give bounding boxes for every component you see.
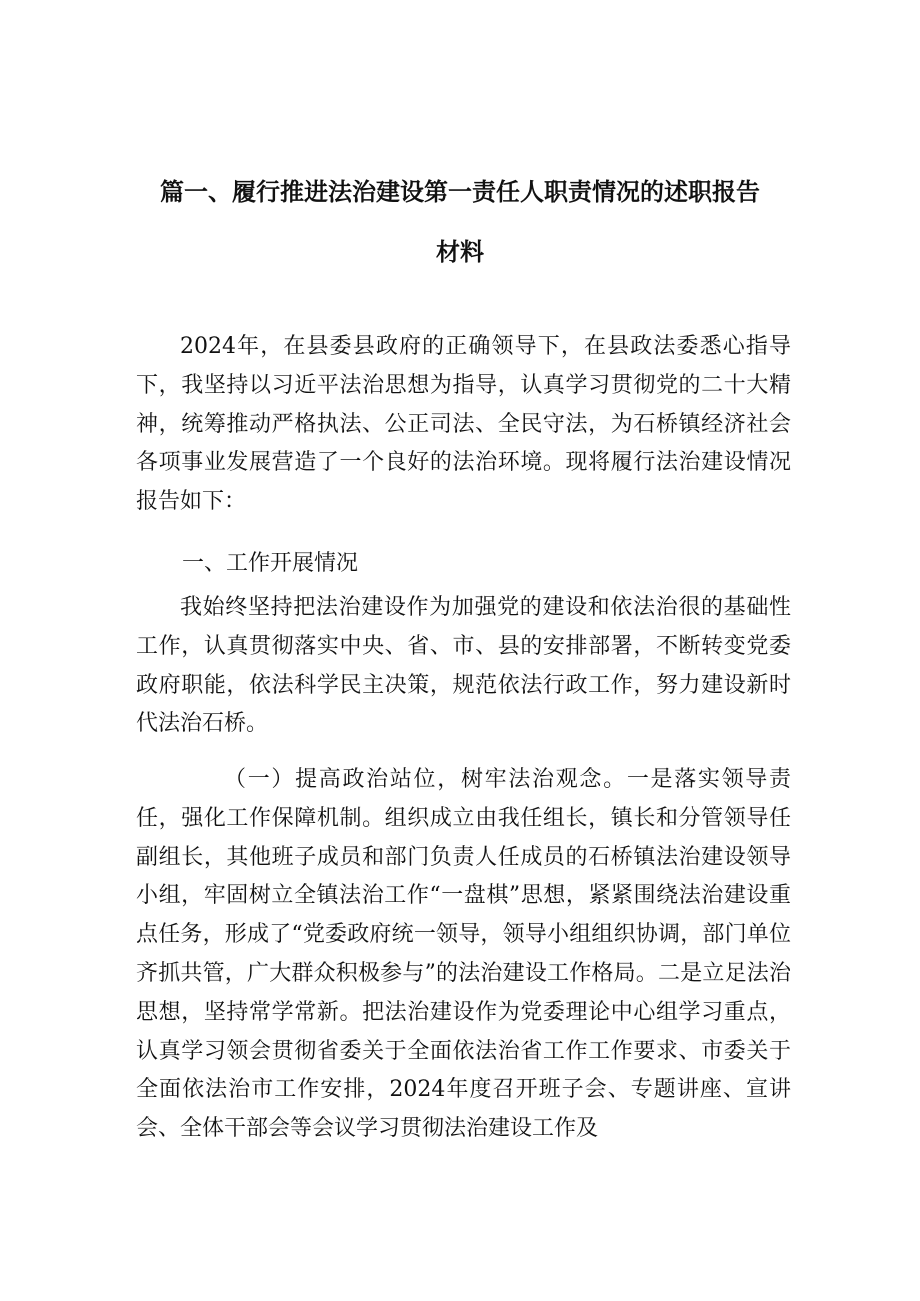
subsection-paragraph: （一）提高政治站位，树牢法治观念。一是落实领导责任，强化工作保障机制。组织成立由我任组长，镇长和分管领导任副组长，其他班子成员和部门负责人任成员的石桥镇法治建设领导小组，牢固树立全镇法治工作“一盘棋”思想，紧紧围绕法治建设重点任务，形成了“党委政府统一领导，领导小组组织协调，部门单位齐抓共管，广大群众积极参与”的法治建设工作格局。二是立足法治思想，坚持常学常新。把法治建设作为党委理论中心组学习重点，认真学习领会贯彻省委关于全面依法治省工作工作要求、市委关于全面依法治市工作安排，2024年度召开班子会、专题讲座、宣讲会、全体干部会等会议学习贯彻法治建设工作及 <box>136 767 791 1142</box>
work-paragraph: 我始终坚持把法治建设作为加强党的建设和依法治很的基础性工作，认真贯彻落实中央、省、市、县的安排部署，不断转变党委政府职能，依法科学民主决策，规范依法行政工作，努力建设新时代法治石桥。 <box>136 595 791 737</box>
intro-paragraph: 2024年，在县委县政府的正确领导下，在县政法委悉心指导下，我坚持以习近平法治思想为指导，认真学习贯彻党的二十大精神，统筹推动严格执法、公正司法、全民守法，为石桥镇经济社会各项事业发展营造了一个良好的法治环境。现将履行法治建设情况报告如下： <box>136 334 791 515</box>
document-title-line1: 篇一、履行推进法治建设第一责任人职责情况的述职报告 <box>160 178 760 206</box>
document-title-line2: 材料 <box>436 238 484 266</box>
section-heading: 一、工作开展情况 <box>182 551 359 576</box>
